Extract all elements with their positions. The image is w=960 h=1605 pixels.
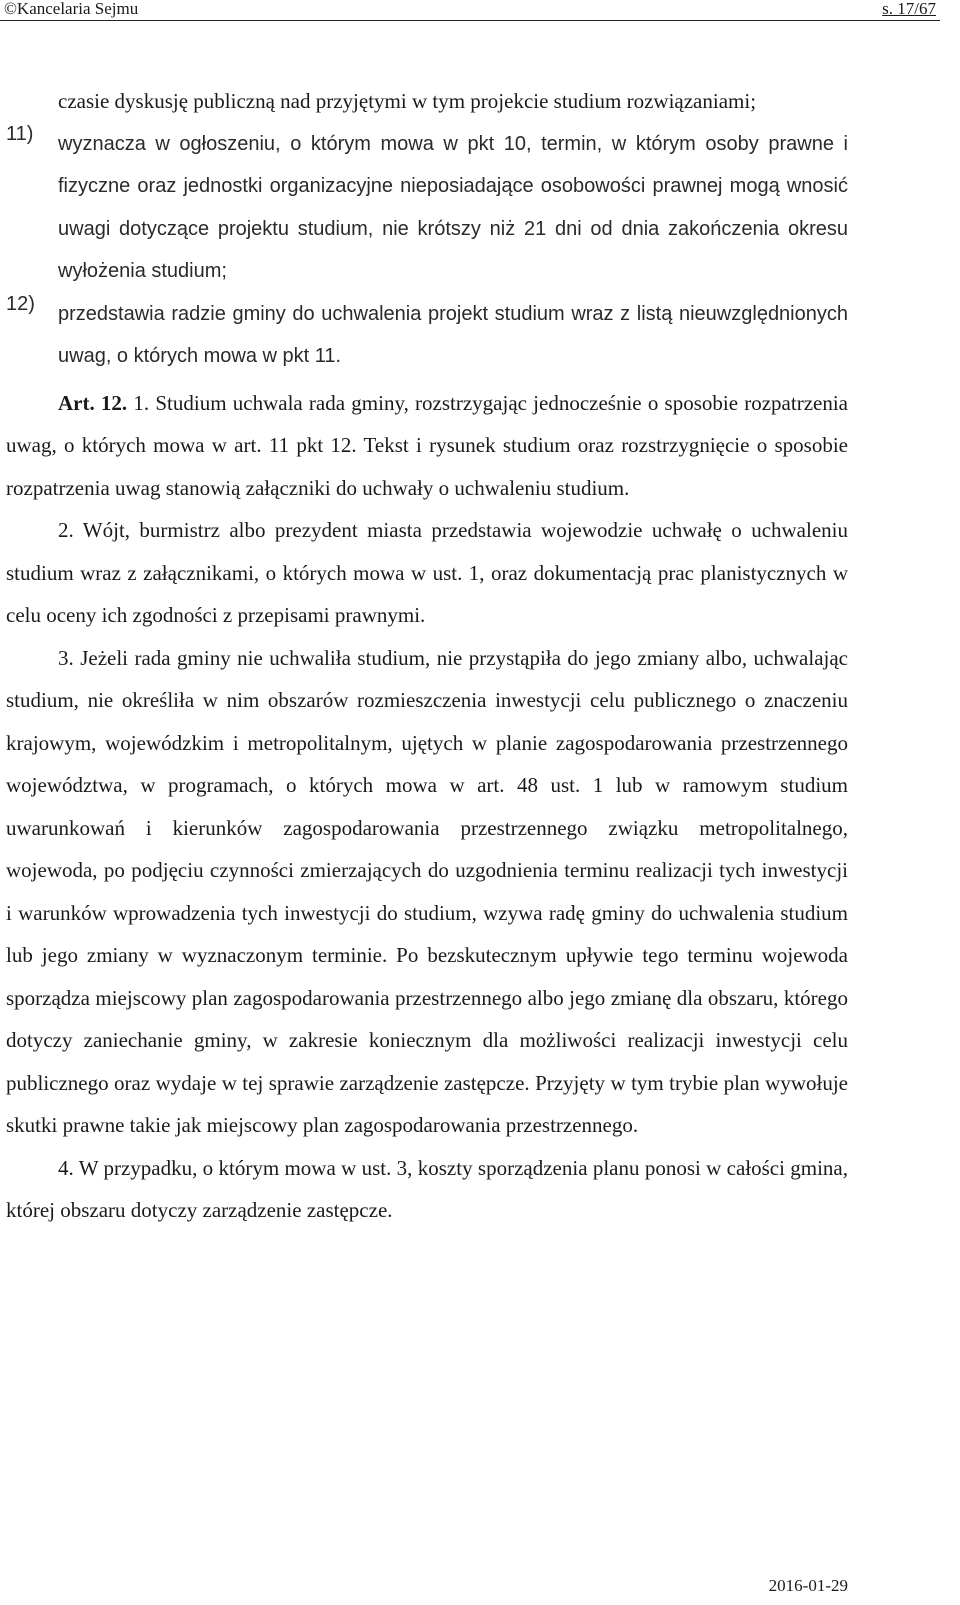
page-header: [0, 0, 940, 21]
article-12-paragraph-4: 4. W przypadku, o którym mowa w ust. 3, koszty sporządzenia planu ponosi w całości gmina, której obszaru dotyczy zarządzenie zastępcze.: [6, 1155, 848, 1222]
continuation-text: czasie dyskusję publiczną nad przyjętymi w tym projekcie studium rozwiązaniami;: [58, 89, 757, 113]
list-item-text: wyznacza w ogłoszeniu, o którym mowa w pkt 10, termin, w którym osoby prawne i fizyczne oraz jednostki organizacyjne nieposiadające osobowości prawnej mogą wnosić uwagi dotyczące projektu studium, nie krótszy niż 21 dni od dnia zakończenia okresu wyłożenia studium;: [58, 132, 848, 282]
paragraph-number: 1.: [133, 390, 150, 415]
list-item-12: [6, 293, 848, 378]
list-item-number: 12): [6, 292, 35, 315]
header-publisher: ©Kancelaria Sejmu: [4, 0, 139, 18]
list-item-11: [6, 123, 848, 293]
article-12-paragraph-1: [6, 382, 848, 510]
paragraph-text: Studium uchwala rada gminy, rozstrzygając jednocześnie o sposobie rozpatrzenia uwag, o których mowa w art. 11 pkt 12. Tekst i rysunek studium oraz rozstrzygnięcie o sposobie rozpatrzenia uwag stanowią załączniki do uchwały o uchwaleniu studium.: [6, 390, 849, 500]
list-item-number: 11): [6, 122, 34, 145]
article-label: Art. 12.: [58, 390, 128, 415]
article-12-paragraph-3: 3. Jeżeli rada gminy nie uchwaliła studium, nie przystąpiła do jego zmiany albo, uchwalając studium, nie określiła w nim obszarów rozmieszczenia inwestycji celu publicznego o znaczeniu krajowym, wojewódzkim i metropolitalnym, ujętych w planie zagospodarowania przestrzennego województwa, w programach, o których mowa w art. 48 ust. 1 lub w ramowym studium uwarunkowań i kierunków zagospodarowania przestrzennego związku metropolitalnego, wojewoda, po podjęciu czynności zmierzających do uzgodnienia terminu realizacji tych inwestycji i warunków wprowadzenia tych inwestycji do studium, wzywa radę gminy do uchwalenia studium lub jego zmiany w wyznaczonym terminie. Po bezskutecznym upływie tego terminu wojewoda sporządza miejscowy plan zagospodarowania przestrzennego albo jego zmianę dla obszaru, którego dotyczy zaniechanie gminy, w zakresie koniecznym dla możliwości realizacji inwestycji celu publicznego oraz wydaje w tej sprawie zarządzenie zastępcze. Przyjęty w tym trybie plan wywołuje skutki prawne takie jak miejscowy plan zagospodarowania przestrzennego.: [6, 645, 848, 1137]
header-page-number: s. 17/67: [882, 0, 936, 18]
document-body: [6, 80, 848, 1232]
footer-date: 2016-01-29: [768, 1576, 848, 1595]
list-item-text: przedstawia radzie gminy do uchwalenia projekt studium wraz z listą nieuwzględnionych uwag, o których mowa w pkt 11.: [58, 302, 848, 367]
article-12-paragraph-2: 2. Wójt, burmistrz albo prezydent miasta przedstawia wojewodzie uchwałę o uchwaleniu studium wraz z załącznikami, o których mowa w ust. 1, oraz dokumentacją prac planistycznych w celu oceny ich zgodności z przepisami prawnymi.: [6, 518, 848, 627]
